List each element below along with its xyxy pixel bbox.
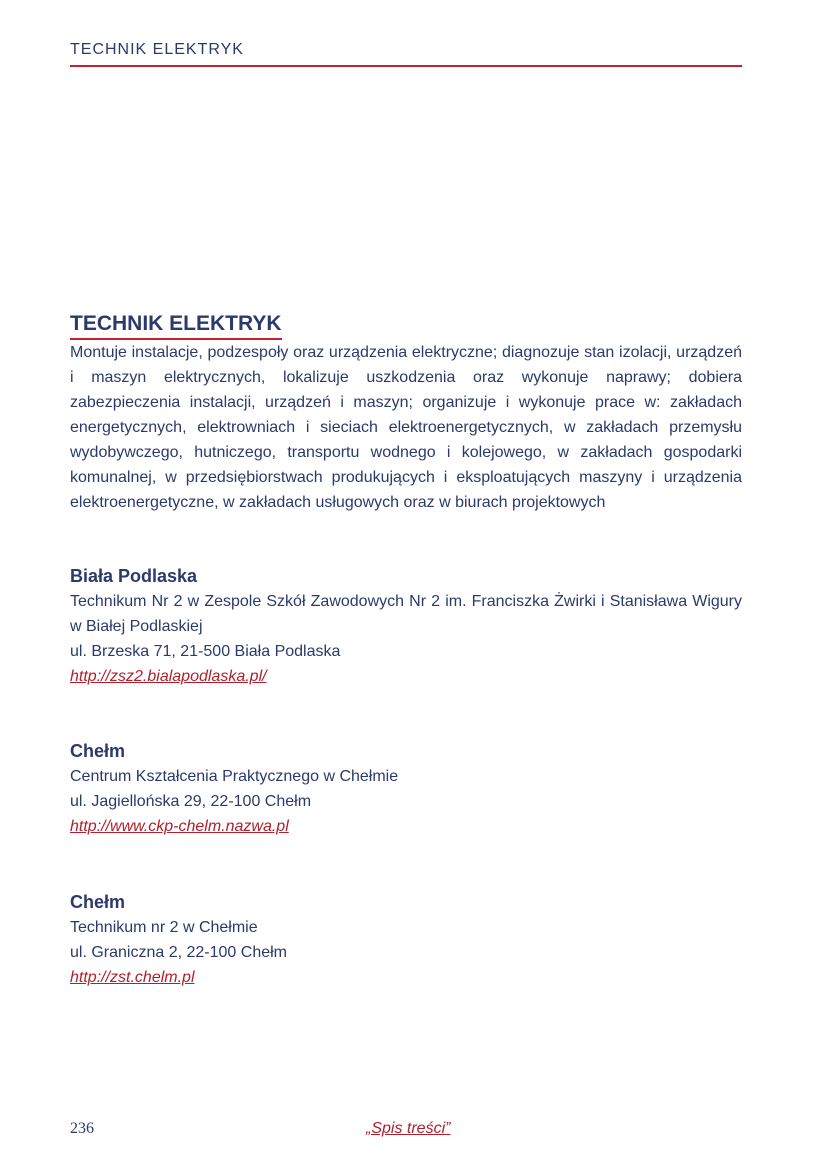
school-website-link[interactable]: http://zst.chelm.pl bbox=[70, 969, 195, 986]
school-entry bbox=[70, 738, 742, 839]
school-city: Chełm bbox=[70, 741, 126, 761]
school-website-link[interactable]: http://zsz2.bialapodlaska.pl/ bbox=[70, 668, 267, 685]
running-header-title: TECHNIK ELEKTRYK bbox=[70, 41, 244, 58]
school-address: ul. Jagiellońska 29, 22-100 Chełm bbox=[70, 793, 312, 810]
profession-section bbox=[70, 311, 742, 515]
school-name: Centrum Kształcenia Praktycznego w Chełmie bbox=[70, 768, 399, 785]
school-city: Chełm bbox=[70, 892, 126, 912]
page-number: 236 bbox=[70, 1120, 94, 1137]
school-name: Technikum Nr 2 w Zespole Szkół Zawodowych Nr 2 im. Franciszka Żwirki i Stanisława Wigury w Białej Podlaskiej bbox=[70, 593, 742, 635]
table-of-contents-link[interactable]: „Spis treści” bbox=[366, 1120, 451, 1137]
profession-description: Montuje instalacje, podzespoły oraz urządzenia elektryczne; diagnozuje stan izolacji, urządzeń i maszyn elektrycznych, lokalizuje uszkodzenia oraz wykonuje naprawy; dobiera zabezpieczenia instalacji, urządzeń i maszyn; organizuje i wykonuje prace w: zakładach energetycznych, elektrowniach i sieciach elektroenergetycznych, w zakładach przemysłu wydobywczego, hutniczego, transportu wodnego i kolejowego, w zakładach gospodarki komunalnej, w przedsiębiorstwach produkujących i eksploatujących maszyny i urządzenia elektroenergetyczne, w zakładach usługowych oraz w biurach projektowych bbox=[70, 344, 742, 511]
school-address: ul. Brzeska 71, 21-500 Biała Podlaska bbox=[70, 643, 341, 660]
running-header bbox=[70, 40, 742, 67]
school-city: Biała Podlaska bbox=[70, 566, 198, 586]
school-entry bbox=[70, 563, 742, 689]
school-website-link[interactable]: http://www.ckp-chelm.nazwa.pl bbox=[70, 818, 289, 835]
school-entry bbox=[70, 889, 742, 990]
header-rule bbox=[70, 65, 742, 67]
profession-title: TECHNIK ELEKTRYK bbox=[70, 311, 282, 340]
school-address: ul. Graniczna 2, 22-100 Chełm bbox=[70, 944, 287, 961]
school-name: Technikum nr 2 w Chełmie bbox=[70, 919, 258, 936]
